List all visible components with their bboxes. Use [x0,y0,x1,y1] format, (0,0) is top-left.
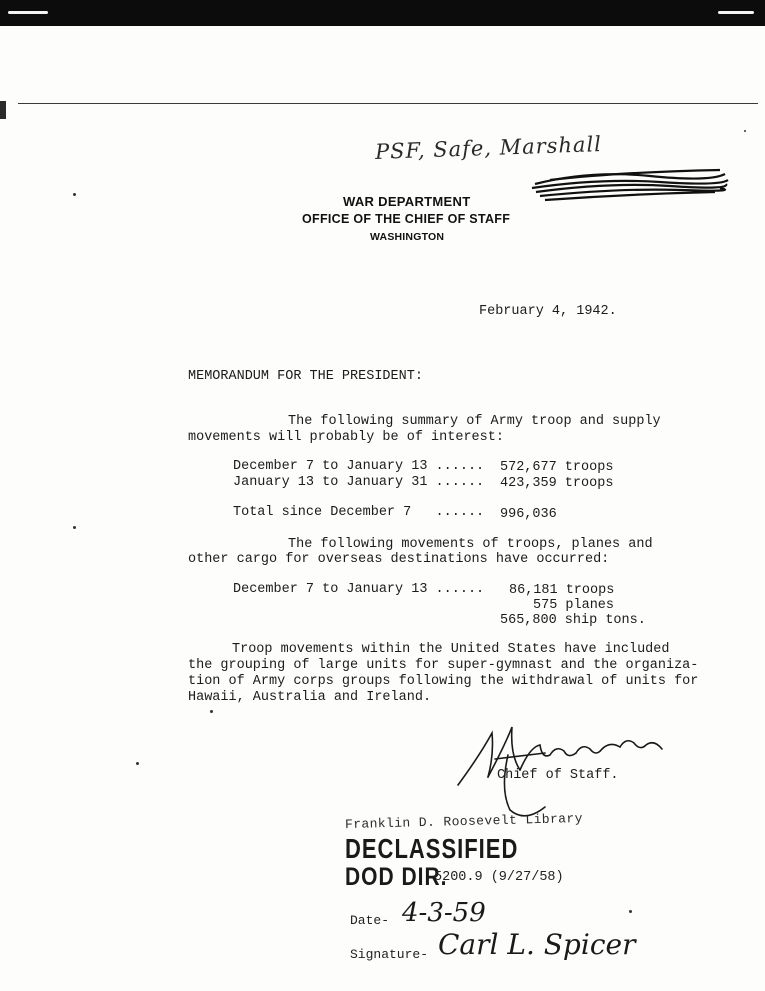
para3-line3: tion of Army corps groups following the withdrawal of units for [188,674,699,689]
signature-label: Signature- [350,947,429,962]
letterhead-office: OFFICE OF THE CHIEF OF STAFF [302,212,511,226]
para3-line4: Hawaii, Australia and Ireland. [188,690,432,705]
total-label: Total since December 7 ...... [233,505,485,520]
letterhead-city: WASHINGTON [370,231,445,243]
scan-speck [73,526,76,529]
handwritten-date: 4-3-59 [402,898,486,928]
para1-line2: movements will probably be of interest: [188,430,504,445]
handwritten-file-note: PSF, Safe, Marshall [374,132,603,164]
dod-directive-number: 5200.9 (9/27/58) [434,870,564,885]
scan-speck [210,710,213,713]
archivist-signature: Carl L. Spicer [438,928,636,961]
scan-artifact [8,11,48,14]
memo-addressee: MEMORANDUM FOR THE PRESIDENT: [188,369,423,384]
scan-speck [73,193,76,196]
total-value: 996,036 [500,507,557,522]
para3-line1: Troop movements within the United States have included [232,642,670,657]
scan-top-border [0,0,765,26]
overseas-cargo: 565,800 ship tons. [500,613,646,628]
para2-line1: The following movements of troops, planes and [288,537,653,552]
scan-artifact [718,11,754,14]
overseas-period: December 7 to January 13 ...... [233,582,485,597]
scan-edge-mark [0,101,6,119]
signature-title: Chief of Staff. [497,768,619,783]
scan-speck [629,910,632,913]
summary-row-value: 423,359 troops [500,476,614,491]
letterhead-department: WAR DEPARTMENT [343,194,471,209]
overseas-planes: 575 planes [533,598,615,613]
redaction-scribble [530,162,730,207]
summary-row-period: January 13 to January 31 ...... [233,475,485,490]
para2-line2: other cargo for overseas destinations have occurred: [188,552,610,567]
dod-directive-prefix: DOD DIR. [345,863,448,892]
scan-speck [136,762,139,765]
para1-line1: The following summary of Army troop and supply [288,414,661,429]
date-label: Date- [350,913,390,928]
summary-row-period: December 7 to January 13 ...... [233,459,485,474]
summary-row-value: 572,677 troops [500,460,614,475]
para3-line2: the grouping of large units for super-gymnast and the organiza- [188,658,699,673]
declassified-stamp: DECLASSIFIED [345,832,519,864]
memo-date: February 4, 1942. [479,304,617,319]
overseas-troops: 86,181 troops [509,583,615,598]
scan-rule-line [18,103,758,104]
library-name: Franklin D. Roosevelt Library [344,810,583,833]
scan-speck [744,130,746,132]
